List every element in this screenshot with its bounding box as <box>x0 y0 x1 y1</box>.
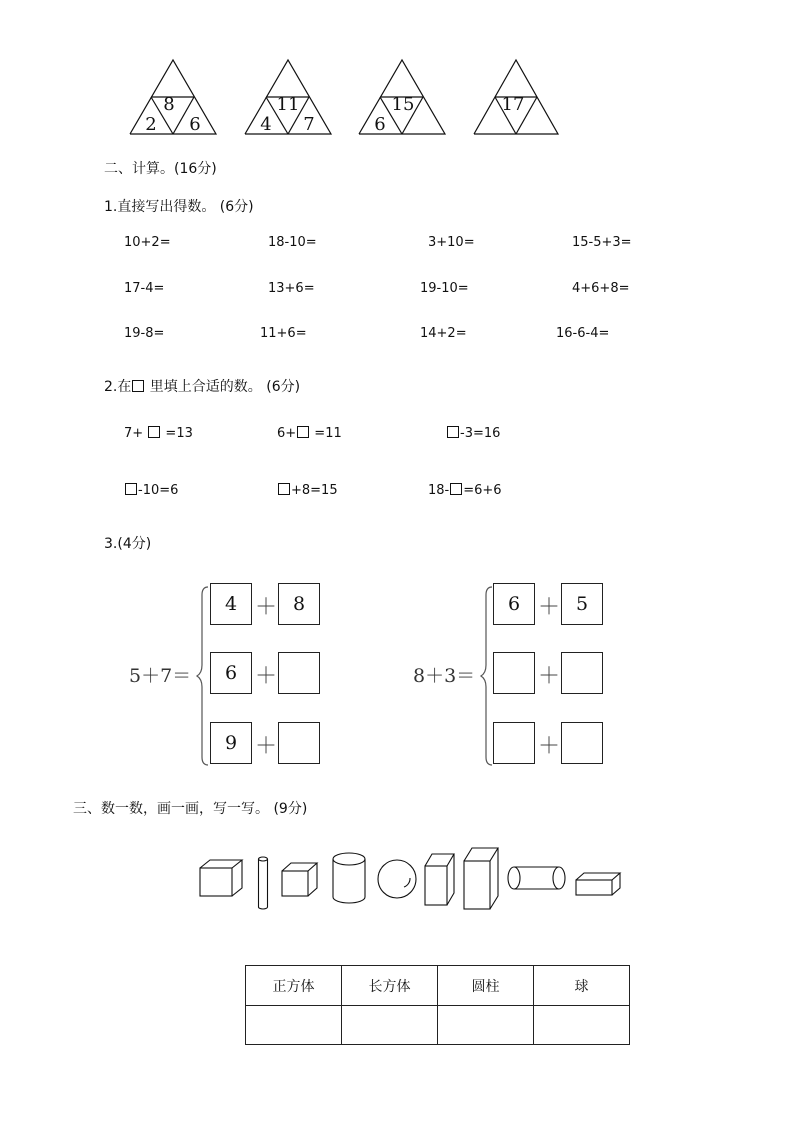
q2-r2c2: +8=15 <box>277 483 338 498</box>
triangle-2-top: 11 <box>276 94 300 115</box>
number-triangles <box>0 0 793 150</box>
q3-left-r1-a: 4 <box>210 583 252 625</box>
plus-sign: ＋ <box>538 734 561 759</box>
answer-cell-cylinder[interactable] <box>438 1006 534 1045</box>
triangle-2-right: 7 <box>303 114 315 135</box>
q3-left-r1-b: 8 <box>278 583 320 625</box>
q3-right-r1-a: 6 <box>493 583 535 625</box>
q1-title: 1.直接写出得数。 (6分) <box>104 199 254 215</box>
q3-left-r2-b[interactable] <box>278 652 320 694</box>
answer-box[interactable] <box>148 426 160 438</box>
plus-sign: ＋ <box>255 734 278 759</box>
answer-box[interactable] <box>450 483 462 495</box>
cube-1 <box>200 860 242 896</box>
triangle-3-left: 6 <box>374 114 386 135</box>
q1-r3c1: 19-8= <box>124 326 165 341</box>
q1-r1c3: 3+10= <box>428 235 475 250</box>
triangle-4-top: 17 <box>501 94 525 115</box>
q3-right-r2-b[interactable] <box>561 652 603 694</box>
left-brace <box>196 585 210 767</box>
q1-r1c2: 18-10= <box>268 235 317 250</box>
q3-right-r1-b: 5 <box>561 583 603 625</box>
flat-cuboid <box>576 873 620 895</box>
plus-sign: ＋ <box>255 664 278 689</box>
answer-box[interactable] <box>278 483 290 495</box>
tall-cuboid <box>425 854 454 905</box>
triangle-3-top: 15 <box>391 94 415 115</box>
answer-cell-cube[interactable] <box>246 1006 342 1045</box>
header-cuboid: 长方体 <box>342 966 438 1006</box>
triangle-1-right: 6 <box>189 114 201 135</box>
q1-r2c3: 19-10= <box>420 281 469 296</box>
q1-r2c1: 17-4= <box>124 281 165 296</box>
taller-cuboid <box>464 848 498 909</box>
q3-right-r3-b[interactable] <box>561 722 603 764</box>
q1-r1c1: 10+2= <box>124 235 171 250</box>
q3-right-r2-a[interactable] <box>493 652 535 694</box>
box-glyph <box>132 380 144 392</box>
cylinder <box>333 853 365 903</box>
shape-count-table <box>245 965 630 1045</box>
q1-r2c2: 13+6= <box>268 281 315 296</box>
q3-left-r3-b[interactable] <box>278 722 320 764</box>
triangle-1-left: 2 <box>145 114 157 135</box>
plus-sign: ＋ <box>255 595 278 620</box>
ball <box>378 860 416 898</box>
section3-title: 三、数一数，画一画，写一写。 (9分) <box>73 801 308 817</box>
q3-right-r3-a[interactable] <box>493 722 535 764</box>
triangle-1-top: 8 <box>163 94 175 115</box>
section2-title: 二、计算。(16分) <box>104 161 217 177</box>
q1-r3c3: 14+2= <box>420 326 467 341</box>
q3-title: 3.(4分) <box>104 536 152 552</box>
q1-r3c2: 11+6= <box>260 326 307 341</box>
header-cube: 正方体 <box>246 966 342 1006</box>
header-cylinder: 圆柱 <box>438 966 534 1006</box>
q2-r1c2: 6+ =11 <box>277 426 342 441</box>
q3-left-lhs: 5＋7＝ <box>129 665 192 687</box>
answer-box[interactable] <box>297 426 309 438</box>
answer-box[interactable] <box>447 426 459 438</box>
header-sphere: 球 <box>534 966 630 1006</box>
q3-left-r3-a: 9 <box>210 722 252 764</box>
answer-cell-cuboid[interactable] <box>342 1006 438 1045</box>
q2-r1c1: 7+ =13 <box>124 426 193 441</box>
thin-cylinder <box>259 857 268 909</box>
q3-left-r2-a: 6 <box>210 652 252 694</box>
cube-2 <box>282 863 317 896</box>
solid-shapes <box>190 840 630 920</box>
right-brace <box>480 585 494 767</box>
q1-r1c4: 15-5+3= <box>572 235 632 250</box>
triangle-2-left: 4 <box>260 114 272 135</box>
lying-cylinder <box>508 867 565 889</box>
answer-box[interactable] <box>125 483 137 495</box>
q2-r1c3: -3=16 <box>446 426 500 441</box>
q3-right-lhs: 8＋3＝ <box>413 665 476 687</box>
plus-sign: ＋ <box>538 595 561 620</box>
q1-r2c4: 4+6+8= <box>572 281 630 296</box>
answer-cell-sphere[interactable] <box>534 1006 630 1045</box>
q2-r2c1: -10=6 <box>124 483 178 498</box>
plus-sign: ＋ <box>538 664 561 689</box>
q1-r3c4: 16-6-4= <box>556 326 610 341</box>
q2-title: 2.在 里填上合适的数。 (6分) <box>104 379 301 395</box>
q2-r2c3: 18- =6+6 <box>428 483 502 498</box>
